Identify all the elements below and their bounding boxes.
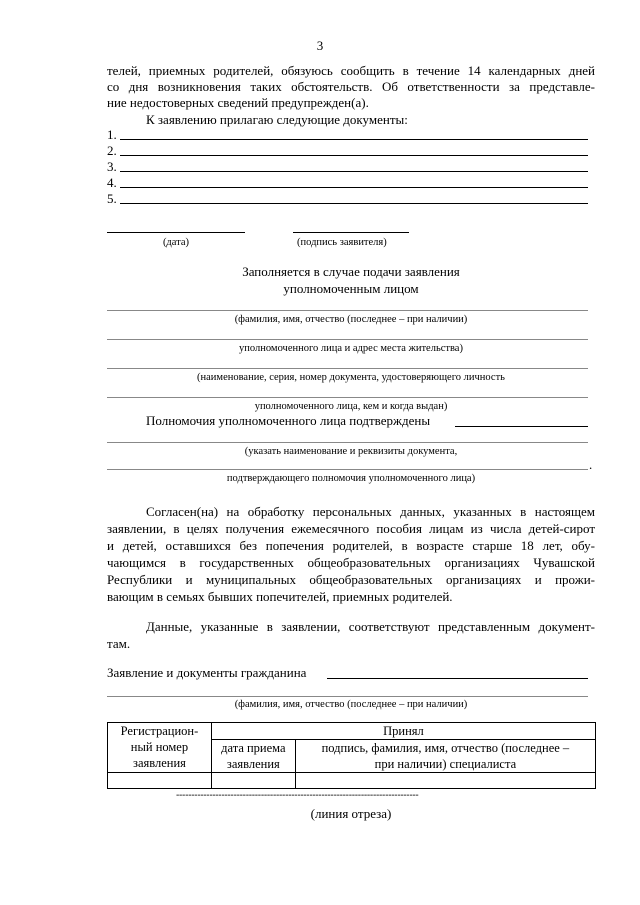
cut-line: -------------------------------------------------------------------------------- (176, 790, 419, 801)
registration-table (107, 722, 596, 789)
documents-item-line[interactable] (120, 171, 588, 172)
consent-line-1: Согласен(на) на обработку персональных данных, указанных в настоящем (146, 504, 595, 519)
authorized-document-line[interactable] (107, 368, 588, 369)
authorized-caption-6: подтверждающего полномочия уполномоченного лица) (226, 473, 476, 484)
powers-input-line[interactable] (455, 426, 588, 427)
documents-item-line[interactable] (120, 155, 588, 156)
authorized-name-line[interactable] (107, 310, 588, 311)
cut-line-caption: (линия отреза) (310, 806, 392, 821)
documents-item-line[interactable] (120, 187, 588, 188)
reg-number-header-line: ный номер (130, 740, 189, 754)
specialist-header-line: при наличии) специалиста (374, 757, 517, 771)
accepted-header: Принял (211, 723, 595, 740)
specialist-header-line: подпись, фамилия, имя, отчество (последнее – (321, 741, 570, 755)
accept-date-cell[interactable] (211, 773, 295, 789)
end-period: . (589, 457, 593, 472)
consent-line-3: и детей, оставшихся без попечения родителей, в возрасте старше 18 лет, обу- (107, 538, 595, 553)
match-line-1: Данные, указанные в заявлении, соответствуют представленным документ- (146, 619, 595, 634)
citizen-name-line[interactable] (107, 696, 588, 697)
accept-date-header (211, 740, 295, 773)
intro-line-1: телей, приемных родителей, обязуюсь сообщить в течение 14 календарных дней (107, 63, 595, 78)
citizen-caption: (фамилия, имя, отчество (последнее – при наличии) (234, 699, 468, 710)
consent-line-5: Республики и муниципальных общеобразовательных организациях и прожи- (107, 572, 595, 587)
documents-item-number: 3. (107, 159, 117, 174)
reg-number-header (108, 723, 212, 773)
powers-document-line[interactable] (107, 442, 588, 443)
documents-item-line[interactable] (120, 203, 588, 204)
accept-date-header-line: дата приема (221, 741, 286, 755)
documents-item-number: 1. (107, 127, 117, 142)
match-line-2: там. (107, 636, 131, 651)
documents-heading: К заявлению прилагаю следующие документы: (146, 112, 408, 127)
specialist-cell[interactable] (295, 773, 595, 789)
consent-line-2: заявлении, в целях получения ежемесячного пособия лицам из числа детей-сирот (107, 521, 595, 536)
documents-item-number: 5. (107, 191, 117, 206)
authorized-issued-line[interactable] (107, 397, 588, 398)
documents-item-line[interactable] (120, 139, 588, 140)
consent-line-6: вающим в семьях бывших попечителей, приемных родителей. (107, 589, 453, 604)
applicant-signature-line[interactable] (293, 232, 409, 233)
page-number: 3 (316, 38, 324, 53)
date-caption: (дата) (162, 237, 190, 248)
powers-details-line[interactable] (107, 469, 588, 470)
authorized-title-line-2: уполномоченным лицом (283, 281, 419, 296)
authorized-address-line[interactable] (107, 339, 588, 340)
applicant-signature-caption: (подпись заявителя) (297, 237, 387, 248)
authorized-caption-4: уполномоченного лица, кем и когда выдан) (254, 401, 448, 412)
documents-item-number: 2. (107, 143, 117, 158)
authorized-caption-3: (наименование, серия, номер документа, удостоверяющего личность (197, 372, 505, 383)
intro-line-2: со дня возникновения таких обстоятельств. Об ответственности за представле- (107, 79, 595, 94)
date-line[interactable] (107, 232, 245, 233)
authorized-title-line-1: Заполняется в случае подачи заявления (242, 264, 460, 279)
reg-number-cell[interactable] (108, 773, 212, 789)
powers-label: Полномочия уполномоченного лица подтверждены (146, 413, 431, 428)
citizen-label: Заявление и документы гражданина (107, 665, 307, 680)
citizen-name-input-line[interactable] (327, 678, 588, 679)
intro-line-3: ние недостоверных сведений предупрежден(а). (107, 95, 369, 110)
authorized-caption-1: (фамилия, имя, отчество (последнее – при наличии) (234, 314, 468, 325)
documents-item-number: 4. (107, 175, 117, 190)
authorized-caption-2: уполномоченного лица и адрес места жительства) (239, 343, 463, 354)
consent-line-4: чающимся в государственных общеобразовательных организациях Чувашской (107, 555, 595, 570)
authorized-caption-5: (указать наименование и реквизиты документа, (244, 446, 458, 457)
accept-date-header-line: заявления (226, 757, 280, 771)
reg-number-header-line: заявления (133, 756, 186, 770)
specialist-header (295, 740, 595, 773)
reg-number-header-line: Регистрацион- (120, 724, 199, 738)
